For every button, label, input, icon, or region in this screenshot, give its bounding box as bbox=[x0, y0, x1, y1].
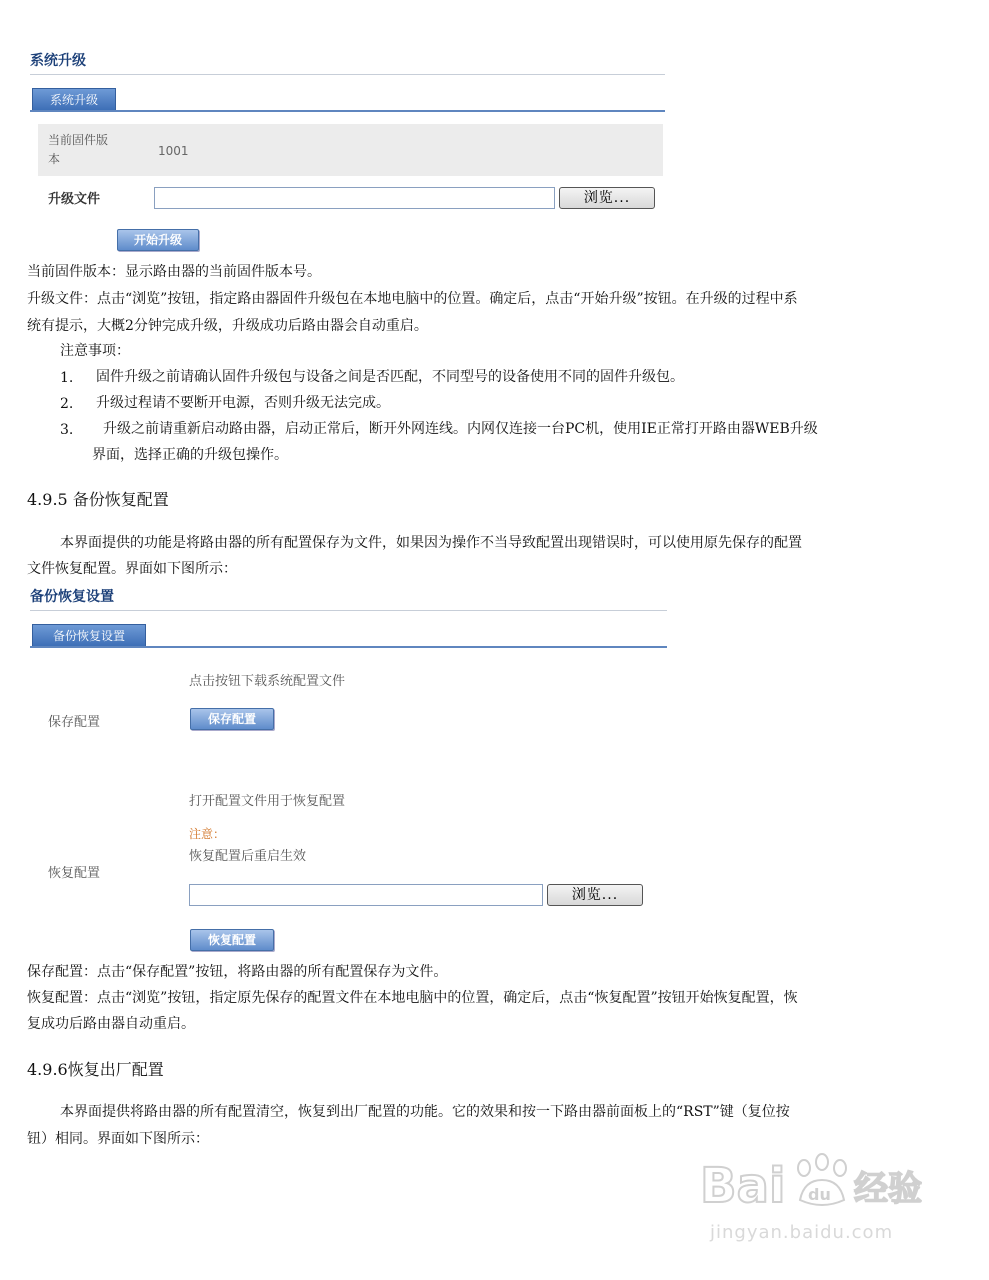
restore-config-hint: 打开配置文件用于恢复配置 bbox=[189, 794, 346, 809]
backup-tab-underline bbox=[30, 646, 667, 648]
svg-text:Bai: Bai bbox=[700, 1158, 786, 1214]
note-number: 1. bbox=[60, 370, 74, 386]
upgrade-title-divider bbox=[30, 74, 665, 75]
save-config-button[interactable]: 保存配置 bbox=[190, 708, 274, 730]
firmware-version-value: 1001 bbox=[158, 144, 189, 158]
backup-intro-line2: 文件恢复配置。界面如下图所示： bbox=[27, 561, 237, 577]
restore-file-input[interactable] bbox=[189, 884, 543, 906]
note-text: 升级之前请重新启动路由器，启动正常后，断开外网连线。内网仅连接一台PC机，使用IE正常打开路由器WEB升级 bbox=[103, 421, 818, 437]
restore-browse-button[interactable]: 浏览... bbox=[547, 884, 643, 906]
restore-config-button[interactable]: 恢复配置 bbox=[190, 929, 274, 951]
backup-panel-title: 备份恢复设置 bbox=[30, 589, 114, 605]
backup-title-divider bbox=[30, 610, 667, 611]
factory-reset-intro-line1: 本界面提供将路由器的所有配置清空，恢复到出厂配置的功能。它的效果和按一下路由器前面板上的“RST”键（复位按 bbox=[60, 1104, 790, 1120]
firmware-version-label: 当前固件版 本 bbox=[48, 133, 109, 166]
firmware-version-desc: 当前固件版本：显示路由器的当前固件版本号。 bbox=[27, 264, 321, 280]
watermark-url: jingyan.baidu.com bbox=[710, 1222, 894, 1243]
save-config-desc: 保存配置：点击“保存配置”按钮，将路由器的所有配置保存为文件。 bbox=[27, 964, 448, 980]
start-upgrade-button[interactable]: 开始升级 bbox=[117, 229, 199, 251]
section-heading-factory-reset: 4.9.6恢复出厂配置 bbox=[27, 1060, 164, 1079]
notes-title: 注意事项： bbox=[60, 343, 130, 359]
note-text: 固件升级之前请确认固件升级包与设备之间是否匹配，不同型号的设备使用不同的固件升级包。 bbox=[96, 369, 684, 385]
restore-note-title: 注意： bbox=[189, 827, 226, 841]
upgrade-file-desc-line2: 统有提示，大概2分钟完成升级，升级成功后路由器会自动重启。 bbox=[27, 318, 428, 334]
upgrade-file-label: 升级文件 bbox=[48, 192, 101, 207]
restore-config-label: 恢复配置 bbox=[48, 866, 101, 881]
section-heading-backup-restore: 4.9.5 备份恢复配置 bbox=[27, 490, 169, 509]
save-config-hint: 点击按钮下载系统配置文件 bbox=[189, 674, 346, 689]
firmware-version-row bbox=[38, 124, 663, 176]
save-config-label: 保存配置 bbox=[48, 715, 101, 730]
upgrade-tab-underline bbox=[30, 110, 665, 112]
restore-note-text: 恢复配置后重启生效 bbox=[189, 849, 307, 864]
svg-text:经验: 经验 bbox=[854, 1169, 922, 1209]
tab-backup-restore[interactable]: 备份恢复设置 bbox=[32, 624, 146, 647]
note-text-continued: 界面，选择正确的升级包操作。 bbox=[92, 447, 288, 463]
upgrade-file-input[interactable] bbox=[154, 187, 555, 209]
backup-intro-line1: 本界面提供的功能是将路由器的所有配置保存为文件，如果因为操作不当导致配置出现错误时，可以使用原先保存的配置 bbox=[60, 535, 802, 551]
restore-config-desc-line2: 复成功后路由器自动重启。 bbox=[27, 1016, 195, 1032]
note-text: 升级过程请不要断开电源，否则升级无法完成。 bbox=[96, 395, 390, 411]
note-number: 3. bbox=[60, 422, 74, 438]
baidu-jingyan-watermark bbox=[700, 1140, 970, 1260]
restore-config-desc-line1: 恢复配置：点击“浏览”按钮，指定原先保存的配置文件在本地电脑中的位置，确定后，点击“恢复配置”按钮开始恢复配置，恢 bbox=[27, 990, 798, 1006]
upgrade-browse-button[interactable]: 浏览... bbox=[559, 187, 655, 209]
baidu-paw-logo-icon bbox=[700, 1140, 970, 1220]
upgrade-panel-title: 系统升级 bbox=[30, 53, 86, 69]
svg-text:du: du bbox=[808, 1185, 831, 1204]
upgrade-file-desc-line1: 升级文件：点击“浏览”按钮，指定路由器固件升级包在本地电脑中的位置。确定后，点击“开始升级”按钮。在升级的过程中系 bbox=[27, 291, 798, 307]
tab-system-upgrade[interactable]: 系统升级 bbox=[32, 88, 116, 111]
note-number: 2. bbox=[60, 396, 74, 412]
factory-reset-intro-line2: 钮）相同。界面如下图所示： bbox=[27, 1131, 209, 1147]
